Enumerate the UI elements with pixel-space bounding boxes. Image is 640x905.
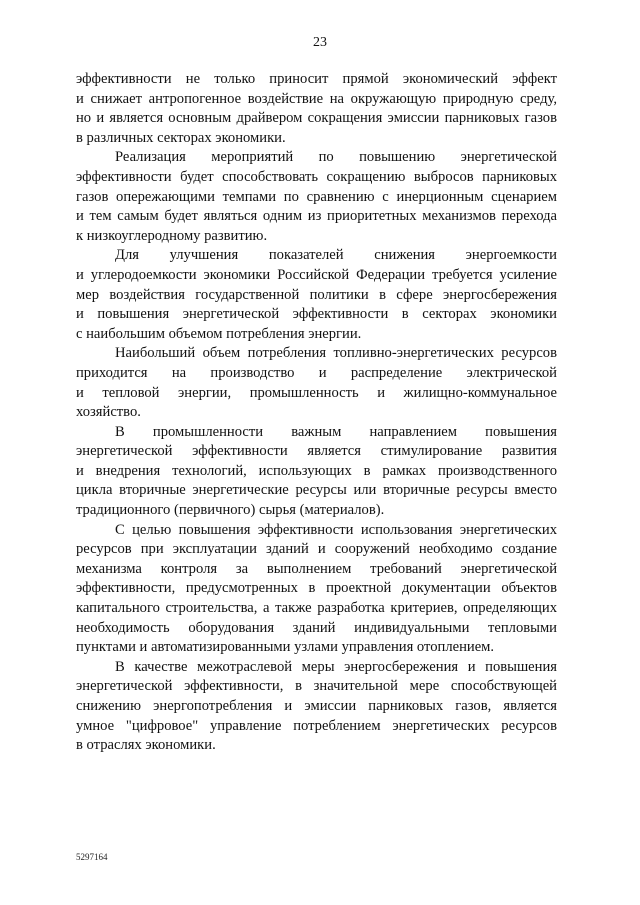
document-code: 5297164 [76,852,108,862]
text-line: В качестве межотраслевой меры энергосбережения и повышения [115,658,557,675]
paragraph-2 [76,148,557,246]
paragraph-7 [76,658,557,756]
text-line: традиционного (первичного) сырья (материалов). [76,502,385,519]
text-line: снижению энергопотребления и эмиссии парниковых газов, является [76,698,557,714]
text-line: Реализация мероприятий по повышению энергетической [115,149,557,166]
text-line: цикла вторичные энергетические ресурсы или вторичные ресурсы вместо [76,482,557,499]
text-line: и тепловой энергии, промышленность и жилищно-коммунальное [76,384,557,401]
paragraph-5 [76,423,557,521]
paragraph-1 [76,70,557,148]
document-body [76,70,557,756]
paragraph-4 [76,344,557,422]
paragraph-3 [76,246,557,344]
text-line: В промышленности важным направлением повышения [115,423,557,440]
text-line: эффективности, предусмотренных в проектной документации объектов [76,580,557,597]
text-line: хозяйство. [76,404,141,421]
text-line: приходится на производство и распределение электрической [76,364,557,381]
text-line: с наибольшим объемом потребления энергии. [76,325,362,342]
text-line: капитального строительства, а также разработка критериев, определяющих [76,600,557,617]
text-line: ресурсов при эксплуатации зданий и сооружений необходимо создание [76,541,557,558]
page-number: 23 [313,35,327,50]
text-line: газов опережающими темпами по сравнению с инерционным сценарием [76,188,557,205]
text-line: необходимость оборудования зданий индивидуальными тепловыми [76,619,557,636]
text-line: умное "цифровое" управление потреблением энергетических ресурсов [76,717,557,734]
text-line: механизма контроля за выполнением требований энергетической [76,560,557,577]
text-line: в отраслях экономики. [76,737,216,754]
text-line: энергетической эффективности, в значительной мере способствующей [76,678,557,695]
text-line: пунктами и автоматизированными узлами управления отоплением. [76,639,495,656]
text-line: и снижает антропогенное воздействие на окружающую природную среду, [76,90,557,107]
text-line: мер воздействия государственной политики в сфере энергосбережения [76,286,557,303]
paragraph-6 [76,521,557,658]
text-line: в различных секторах экономики. [76,129,286,146]
text-line: С целью повышения эффективности использования энергетических [115,521,557,538]
text-line: и тем самым будет являться одним из приоритетных механизмов перехода [76,208,557,225]
text-line: Для улучшения показателей снижения энергоемкости [115,247,557,264]
text-line: энергетической эффективности является стимулирование развития [76,443,557,460]
text-line: но и является основным драйвером сокращения эмиссии парниковых газов [76,110,557,127]
text-line: Наибольший объем потребления топливно-энергетических ресурсов [115,345,557,362]
text-line: эффективности не только приносит прямой экономический эффект [76,71,557,87]
text-line: и внедрения технологий, использующих в рамках производственного [76,462,557,479]
text-line: к низкоуглеродному развитию. [76,227,268,244]
text-line: и углеродоемкости экономики Российской Федерации требуется усиление [76,266,557,283]
text-line: и повышения энергетической эффективности в секторах экономики [76,306,557,323]
text-line: эффективности будет способствовать сокращению выбросов парниковых [76,168,557,185]
